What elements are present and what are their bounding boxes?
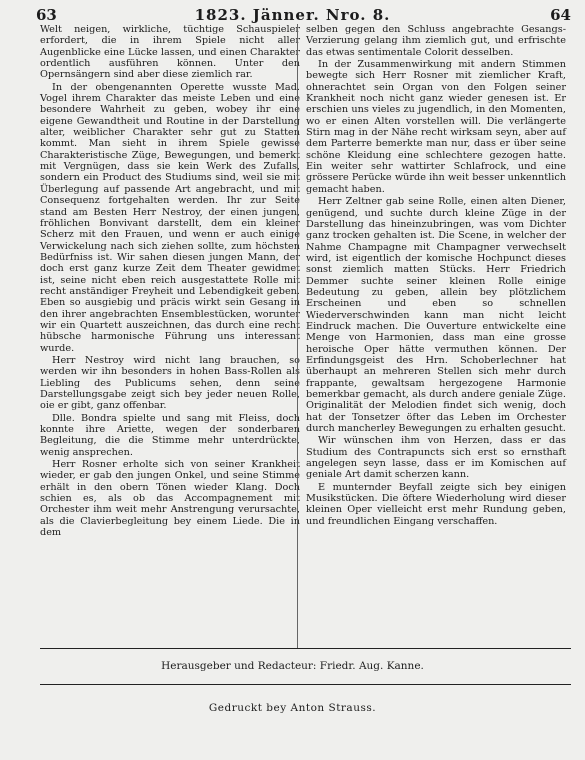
paragraph: Welt neigen, wirkliche, tüchtige Schauspieler erfordert, die in ihrem Spiele nicht aller Augenblicke eine Lücke lassen, und einen Charakter ordentlich ausführen können. Unter den Opernsängern sind aber diese ziemlich rar. (40, 24, 300, 81)
right-column (306, 24, 566, 528)
paragraph: selben gegen den Schluss angebrachte Gesangs-Verzierung gelang ihm ziemlich gut, und erfrischte das etwas sentimentale Colorit desselben. (306, 24, 566, 58)
paragraph: Dlle. Bondra spielte und sang mit Fleiss, doch konnte ihre Ariette, wegen der sonderbaren Begleitung, die die Stimme mehr unterdrückte, wenig ansprechen. (40, 412, 300, 458)
paragraph: In der obengenannten Operette wusste Mad. Vogel ihrem Charakter das meiste Leben und eine besondere Wahrheit zu geben, wobey ihr eine eigene Gewandtheit und Routine in der Darstellung alter, weiblicher Charakter sehr gut zu Statten kommt. Man sieht in ihrem Spiele gewisse Charakteristische Züge, Bewegungen, und bemerkt mit Vergnügen, dass sie kein Werk des Zufalls, sondern ein Product des Studiums sind, weil sie mit Überlegung auf passende Art angebracht, und mit Consequenz fortgehalten werden. Ihr zur Seite stand am Besten Herr Nestroy, der einen jungen, fröhlichen Bonvivant darstellt, dem ein kleiner Scherz mit den Frauen, und wenn er auch einige Verwickelung nach sich ziehen sollte, zum höchsten Bedürfniss ist. Wir sahen diesen jungen Mann, der doch erst ganz kurze Zeit dem Theater gewidmet ist, seine nicht eben reich ausgestattete Rolle mit recht anständiger Freyheit und Lebendigkeit geben. Eben so ausgiebig und präcis wirkt sein Gesang in den ihrer angebrachten Ensemblestücken, worunter wir ein Quartett auszeichnen, das durch eine recht hübsche harmonische Führung uns interessant wurde. (40, 81, 300, 354)
page-number-right: 64 (550, 6, 571, 24)
left-column (40, 24, 300, 539)
page-header (0, 4, 585, 26)
paragraph: Wir wünschen ihm von Herzen, dass er das Studium des Contrapuncts sich erst so ernsthaft angelegen seyn lasse, dass er im Komischen auf geniale Art damit scherzen kann. (306, 435, 566, 481)
running-title: 1823. Jänner. Nro. 8. (194, 6, 391, 24)
divider-rule (40, 684, 571, 685)
printer-line: Gedruckt bey Anton Strauss. (208, 702, 377, 714)
paragraph: In der Zusammenwirkung mit andern Stimmen bewegte sich Herr Rosner mit ziemlicher Kraft, ohnerachtet sein Organ von den Folgen seiner Krankheit noch nicht ganz wieder genesen ist. Er erschien uns vieles zu jugendlich, in den Momenten, wo er einen Alten vorstellen will. Die verlängerte Stirn mag in der Nähe recht wirksam seyn, aber auf dem Parterre bemerkte man nur, dass er über seine schöne Kleidung eine schlechtere gezogen hatte. Ein weiter sehr wattirter Schlafrock, und eine grössere Perücke würde ihn weit besser unkenntlich gemacht haben. (306, 59, 566, 195)
paragraph: E munternder Beyfall zeigte sich bey einigen Musikstücken. Die öftere Wiederholung wird dieser kleinen Oper vielleicht erst mehr Rundung geben, und freundlichen Eingang verschaffen. (306, 481, 566, 527)
column-divider (297, 24, 298, 648)
paragraph: Herr Zeltner gab seine Rolle, einen alten Diener, genügend, und suchte durch kleine Züge in der Darstellung das hineinzubringen, was vom Dichter ganz trocken gehalten ist. Die Scene, in welcher der Nahme Champagne mit Champagner verwechselt wird, ist eigentlich der komische Hochpunct dieses sonst ziemlich matten Stücks. Herr Friedrich Demmer suchte seiner kleinen Rolle einige Bedeutung zu geben, allein bey plötzlichem Erscheinen und eben so schnellen Wiederverschwinden kann man nicht leicht Eindruck machen. Die Ouverture entwickelte eine Menge von Harmonien, dass man eine grosse heroische Oper hätte vermuthen können. Der Erfindungsgeist des Hrn. Schoberlechner hat überhaupt an mehreren Stellen sich mehr durch frappante, gewaltsam hergezogene Harmonie bemerkbar gemacht, als durch andere geniale Züge. Originalität der Melodien findet sich wenig, doch hat der Tonsetzer öfter das Leben im Orchester durch mancherley Bewegungen zu erhalten gesucht. (306, 196, 566, 435)
page-number-left: 63 (36, 6, 57, 24)
paragraph: Herr Rosner erholte sich von seiner Krankheit wieder, er gab den jungen Onkel, und seine Stimme erhält in den obern Tönen wieder Klang. Doch schien es, als ob das Accompagnement mit Orchester ihm weit mehr Anstrengung verursachte, als die Clavierbegleitung bey einem Liede. Die in dem (40, 459, 300, 539)
paragraph: Herr Nestroy wird nicht lang brauchen, so werden wir ihn besonders in hohen Bass-Rollen als Liebling des Publicums sehen, denn seine Darstellungsgabe zeigt sich bey jeder neuen Rolle, oie er gibt, ganz offenbar. (40, 354, 300, 412)
divider-rule (40, 648, 571, 649)
editor-line: Herausgeber und Redacteur: Friedr. Aug. Kanne. (161, 660, 424, 672)
